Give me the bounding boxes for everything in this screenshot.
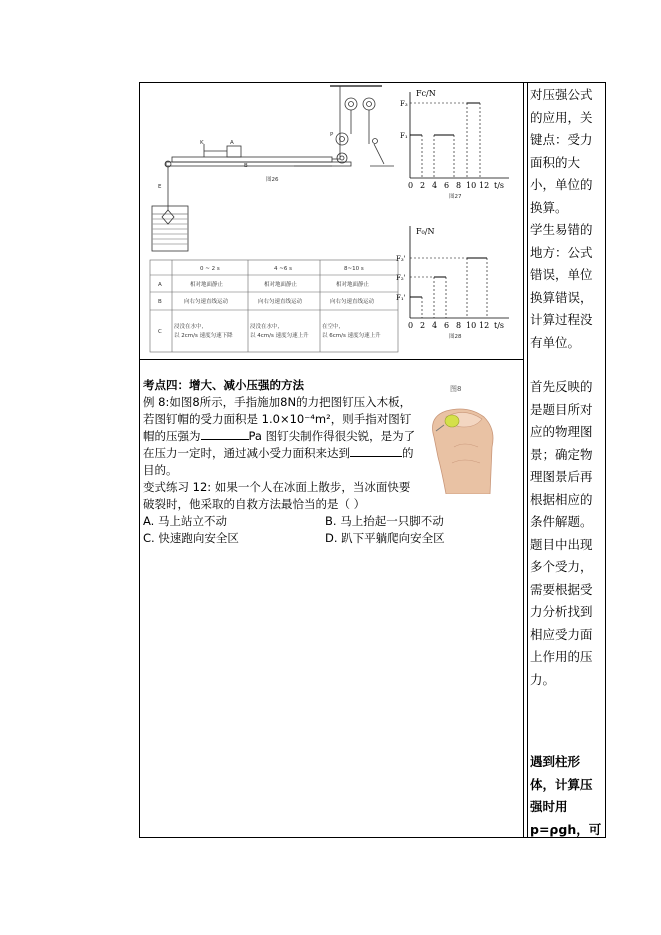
chart28-xtick: 2 (420, 321, 426, 330)
table-cell: B (158, 299, 162, 305)
label-b: B (244, 163, 248, 169)
table-cell-multiline: 在空中,以 6cm/s 速度匀速上升 (322, 324, 381, 339)
pushpin-icon (445, 415, 459, 427)
chart28-xtick: 10 (466, 321, 477, 330)
object-c (162, 210, 174, 224)
chart28-ytick-f1: F₁' (396, 294, 406, 302)
chart28-xtick: 8 (456, 321, 462, 330)
table-cell: C (158, 329, 162, 335)
side-note-1: 对压强公式的应用，关键点：受力面积的大小，单位的换算。 (530, 87, 593, 215)
options-grid (143, 513, 523, 547)
example-suffix: 的目的。 (143, 446, 414, 477)
example-8 (143, 394, 419, 479)
person (374, 144, 384, 164)
table-cell-multiline: 浸没在水中,以 4cm/s 速度匀速上升 (250, 324, 309, 339)
side-note-2: 学生易错的地方：公式错误，单位换算错误，计算过程没有单位。 (530, 222, 593, 350)
figures-area (144, 84, 520, 356)
table-cell: 相对地面静止 (336, 282, 370, 288)
chart27-xtick: 12 (479, 181, 490, 190)
side-note-5: 遇到柱形体，计算压强时用 p=ρgh，可 (530, 754, 602, 837)
block-a (227, 146, 241, 157)
chart28-xtick: 6 (444, 321, 450, 330)
column-divider-outer (527, 82, 528, 838)
figures-svg (144, 84, 520, 356)
table-cell: 相对地面静止 (190, 282, 224, 288)
table-cell: A (158, 282, 162, 288)
table-header: 4 ~6 s (274, 266, 292, 272)
pulley-4 (337, 153, 347, 163)
chart27-xtick: 6 (444, 181, 450, 190)
fig27-caption: 图27 (449, 194, 462, 200)
chart28-xtick: 4 (432, 321, 438, 330)
figure-bottom-border (140, 359, 523, 360)
table-cell: 相对地面静止 (264, 282, 298, 288)
table-header: 0 ~ 2 s (200, 266, 220, 272)
pulley-2 (363, 98, 375, 110)
pulley-1 (345, 98, 357, 110)
chart28-xtick: 0 (408, 321, 414, 330)
chart27-xticks (408, 181, 504, 190)
option-d[interactable]: D. 趴下平躺爬向安全区 (325, 531, 445, 545)
option-b[interactable]: B. 马上抬起一只脚不动 (325, 514, 444, 528)
fig26-apparatus (152, 86, 394, 251)
fig28-caption: 图28 (449, 334, 462, 340)
chart27-ylabel: Fc/N (416, 89, 436, 98)
side-note-4: 题目中出现多个受力，需要根据受力分析找到相应受力面上作用的压力。 (530, 536, 593, 687)
chart27 (410, 92, 509, 178)
board-b (172, 157, 332, 162)
answer-blank-1[interactable] (201, 428, 249, 440)
chart27-xtick: 4 (432, 181, 438, 190)
column-divider (523, 82, 524, 838)
option-a[interactable]: A. 马上站立不动 (143, 514, 227, 528)
motion-table-text (158, 266, 381, 339)
section-heading: 考点四：增大、减小压强的方法 (143, 378, 304, 392)
label-p: P (330, 132, 334, 138)
photo-caption: 图8 (450, 385, 462, 393)
example-mid: 图钉尖制作得很尖锐，是为了在压力一定时，通过减小受力面积来达到 (143, 429, 416, 460)
thumb-pin-photo (424, 377, 502, 494)
example-unit: Pa (248, 429, 262, 443)
example-prefix: 例 8:如图8所示，手指施加8N的力把图钉压入木板，若图钉帽的受力面积是 1.0×10⁻⁴m²，则手指对图钉帽的压强为 (143, 395, 412, 443)
table-cell: 向右匀速直线运动 (330, 299, 375, 305)
chart28-ytick-f3: F₃' (396, 255, 406, 263)
table-surface (166, 162, 351, 166)
label-a: A (230, 140, 234, 146)
exercise-12: 变式练习 12: 如果一个人在冰面上散步，当冰面快要破裂时，他采取的自救方法最恰当的是（ ） (143, 480, 411, 511)
side-notes (530, 84, 603, 841)
pulley-3 (336, 133, 348, 145)
chart27-xtick: 10 (466, 181, 477, 190)
chart27-xtick: 0 (408, 181, 414, 190)
chart27-ytick-f1: F₁ (400, 132, 408, 140)
chart28-xunit: t/s (494, 321, 505, 330)
chart28-ylabel: F₀/N (416, 227, 435, 236)
chart28 (410, 226, 509, 318)
table-cell: 向右匀速直线运动 (184, 299, 229, 305)
chart27-xunit: t/s (494, 181, 505, 190)
answer-blank-2[interactable] (350, 445, 402, 457)
chart28-xticks (408, 321, 504, 330)
table-cell-multiline: 浸没在水中,以 2cm/s 速度匀速下降 (174, 324, 233, 339)
fig26-caption: 图26 (266, 177, 279, 183)
side-note-3: 首先反映的是题目所对应的物理图景；确定物理图景后再根据相应的条件解题。 (530, 379, 593, 529)
chart28-ytick-f2: F₂' (396, 274, 406, 282)
option-c[interactable]: C. 快速跑向安全区 (143, 531, 239, 545)
label-e: E (158, 184, 162, 190)
chart27-xtick: 8 (456, 181, 462, 190)
chart27-ytick-f3: F₃ (400, 100, 408, 108)
label-k: K (200, 140, 204, 146)
table-cell: 向右匀速直线运动 (258, 299, 303, 305)
table-header: 8~10 s (344, 266, 364, 272)
chart28-xtick: 12 (479, 321, 490, 330)
chart27-xtick: 2 (420, 181, 426, 190)
